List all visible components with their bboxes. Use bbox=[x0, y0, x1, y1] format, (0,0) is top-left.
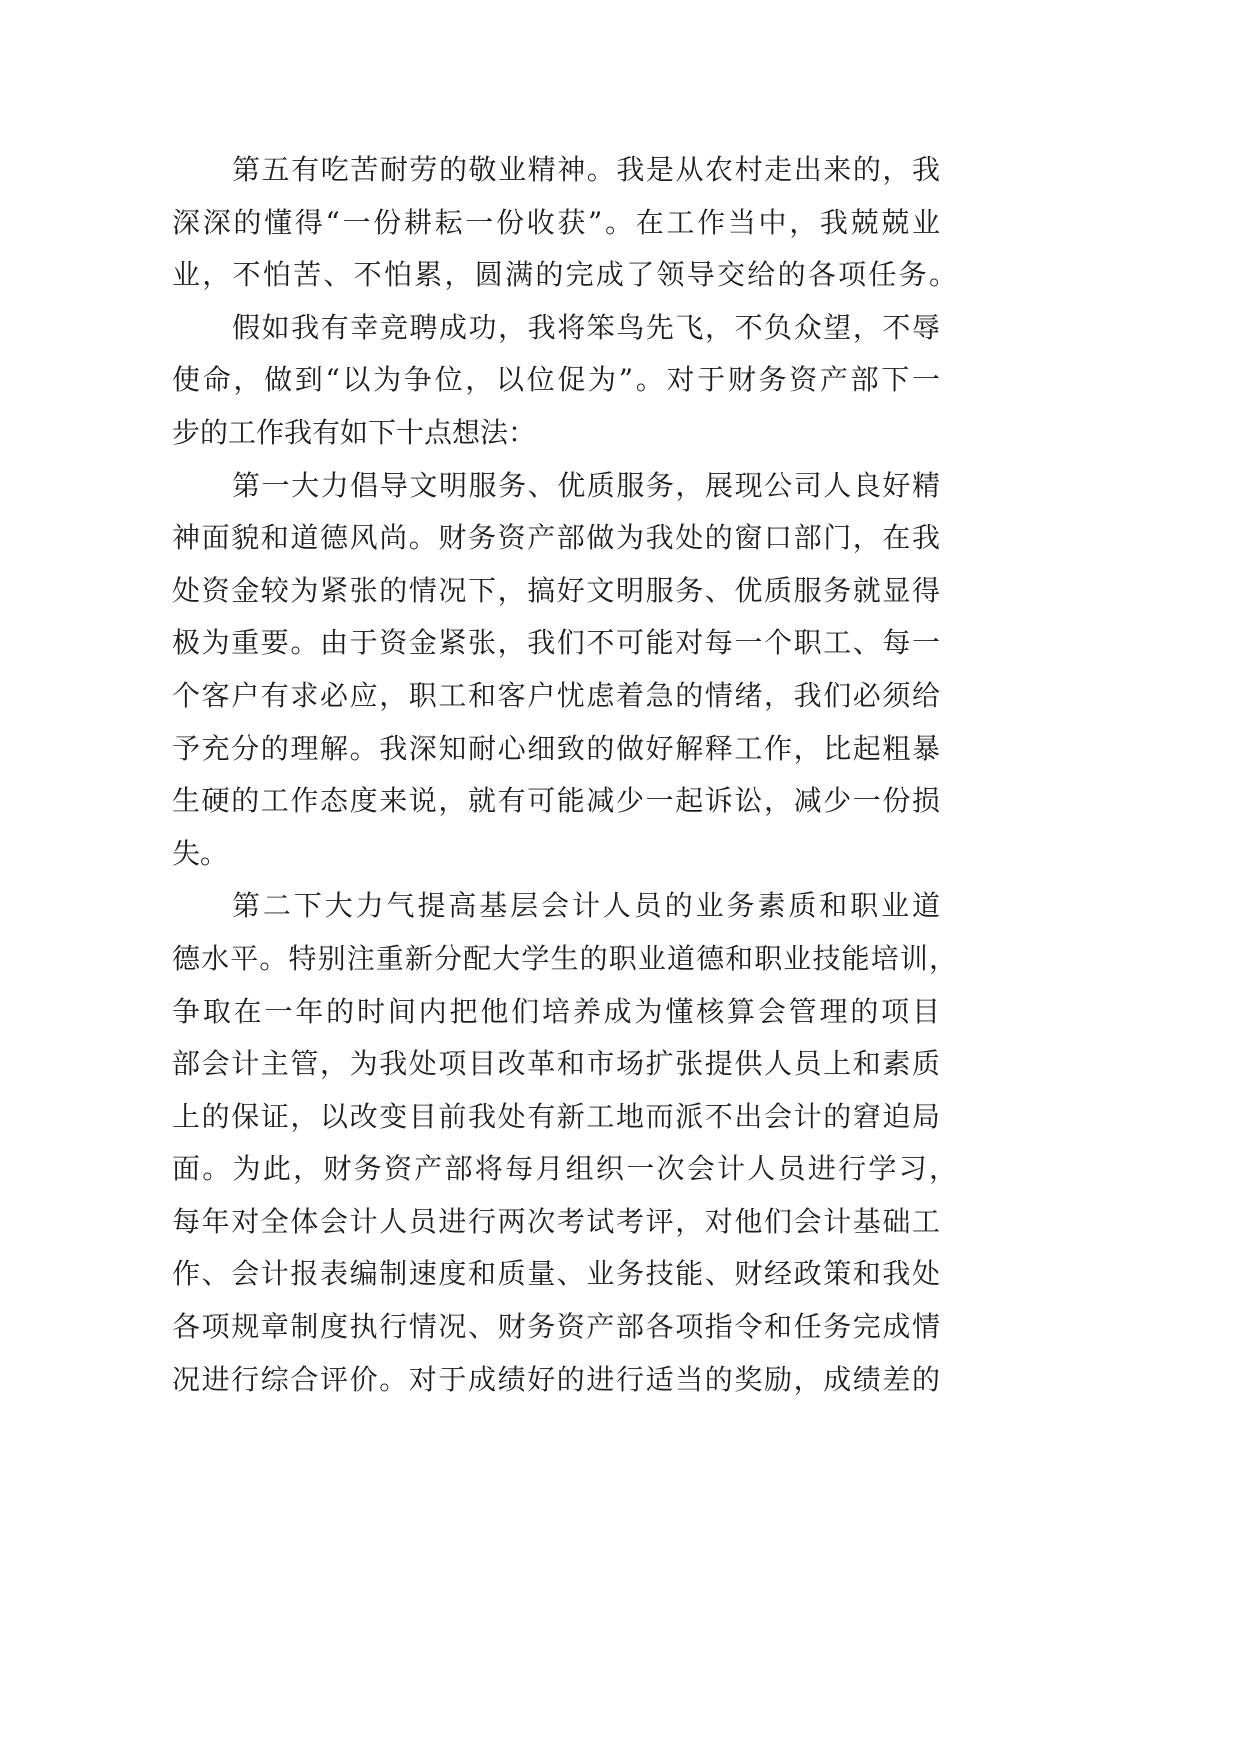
text-line: 第五有吃苦耐劳的敬业精神。我是从农村走出来的，我 bbox=[232, 153, 940, 186]
text-line: 第二下大力气提高基层会计人员的业务素质和职业道 bbox=[232, 889, 940, 923]
text-line: 失。 bbox=[172, 836, 229, 870]
text-line: 业，不怕苦、不怕累，圆满的完成了领导交给的各项任务。 bbox=[172, 258, 957, 292]
body-text bbox=[172, 144, 962, 1406]
text-line: 德水平。特别注重新分配大学生的职业道德和职业技能培训， bbox=[172, 941, 957, 975]
text-line: 第一大力倡导文明服务、优质服务，展现公司人良好精 bbox=[232, 468, 940, 502]
text-line: 争取在一年的时间内把他们培养成为懂核算会管理的项目 bbox=[172, 994, 940, 1028]
text-line: 假如我有幸竞聘成功，我将笨鸟先飞，不负众望，不辱 bbox=[232, 310, 940, 344]
text-line: 使命，做到“以为争位，以位促为”。对于财务资产部下一 bbox=[172, 363, 940, 397]
text-line: 个客户有求必应，职工和客户忧虑着急的情绪，我们必须给 bbox=[172, 678, 940, 712]
paragraph-intent bbox=[172, 302, 962, 460]
text-line: 深深的懂得“一份耕耘一份收获”。在工作当中，我兢兢业 bbox=[172, 205, 940, 239]
text-line: 上的保证，以改变目前我处有新工地而派不出会计的窘迫局 bbox=[172, 1099, 940, 1133]
paragraph-service bbox=[172, 460, 962, 881]
text-line: 各项规章制度执行情况、财务资产部各项指令和任务完成情 bbox=[172, 1310, 940, 1344]
text-line: 极为重要。由于资金紧张，我们不可能对每一个职工、每一 bbox=[172, 626, 940, 660]
text-line: 每年对全体会计人员进行两次考试考评，对他们会计基础工 bbox=[172, 1204, 940, 1238]
text-line: 神面貌和道德风尚。财务资产部做为我处的窗口部门，在我 bbox=[172, 521, 940, 555]
text-line: 予充分的理解。我深知耐心细致的做好解释工作，比起粗暴 bbox=[172, 731, 940, 765]
text-line: 部会计主管，为我处项目改革和市场扩张提供人员上和素质 bbox=[172, 1047, 940, 1081]
text-line: 面。为此，财务资产部将每月组织一次会计人员进行学习， bbox=[172, 1152, 957, 1186]
text-line: 作、会计报表编制速度和质量、业务技能、财经政策和我处 bbox=[172, 1257, 940, 1291]
text-line: 生硬的工作态度来说，就有可能减少一起诉讼，减少一份损 bbox=[172, 784, 940, 818]
text-line: 步的工作我有如下十点想法： bbox=[172, 415, 537, 449]
text-line: 况进行综合评价。对于成绩好的进行适当的奖励，成绩差的 bbox=[172, 1362, 940, 1396]
text-line: 处资金较为紧张的情况下，搞好文明服务、优质服务就显得 bbox=[172, 573, 940, 607]
paragraph-dedication bbox=[172, 144, 962, 302]
paragraph-training bbox=[172, 880, 962, 1406]
